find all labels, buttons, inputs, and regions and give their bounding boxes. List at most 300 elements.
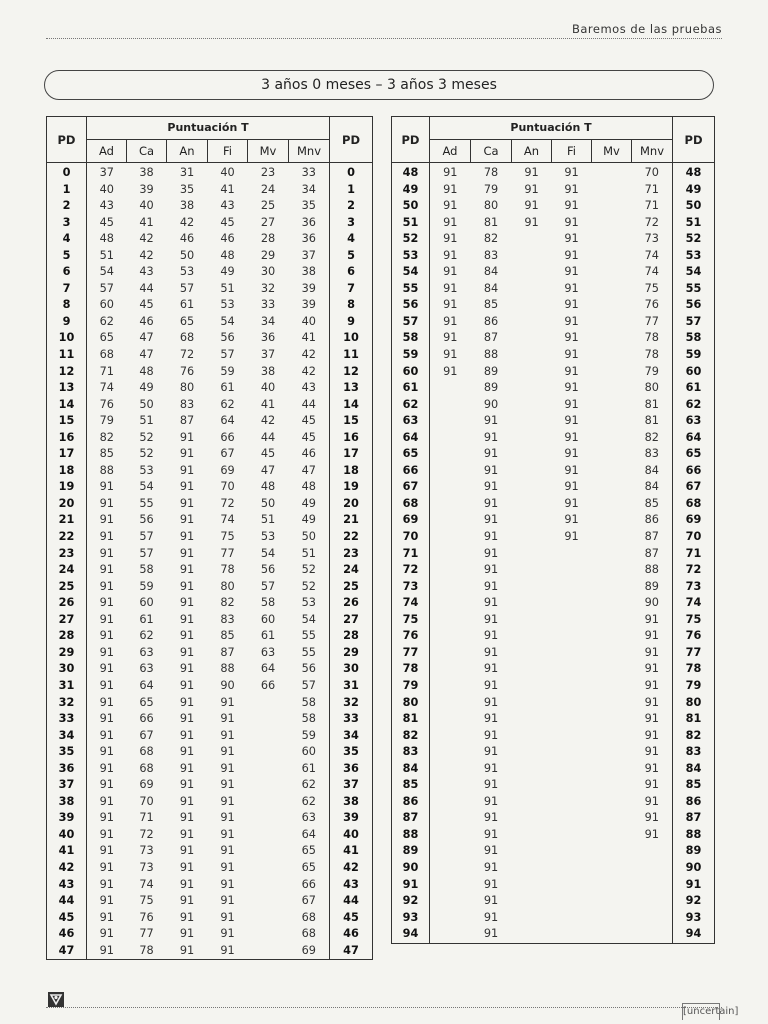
table-row — [392, 330, 715, 347]
table-row — [392, 512, 715, 529]
score-cell-ca: 88 — [483, 348, 499, 362]
score-cell-ca: 91 — [483, 662, 499, 676]
score-cell-mnv: 52 — [301, 579, 316, 593]
score-cell-ad: 68 — [99, 348, 114, 362]
score-cell-mnv: 42 — [301, 348, 316, 362]
score-cell-mnv: 38 — [301, 265, 316, 279]
table-row — [392, 314, 715, 331]
score-cell-an — [512, 761, 552, 778]
pd-cell: 2 — [47, 198, 87, 215]
table-row — [392, 496, 715, 513]
score-cell-an — [512, 264, 552, 281]
score-cell-mv: 34 — [260, 314, 276, 328]
pd-cell: 42 — [47, 860, 87, 877]
score-cell-mnv: 54 — [301, 612, 316, 626]
column-header-ad: Ad — [430, 140, 471, 163]
table-row — [392, 281, 715, 298]
score-cell-an: 91 — [524, 166, 539, 179]
score-cell-ad: 91 — [99, 794, 114, 808]
score-cell-ad: 71 — [99, 364, 114, 378]
score-cell-mnv: 62 — [301, 778, 316, 792]
score-cell-fi: 91 — [564, 430, 579, 444]
header-rule — [46, 38, 722, 39]
score-cell-ca: 91 — [483, 629, 499, 643]
pd-cell: 10 — [330, 330, 373, 347]
score-cell-fi: 56 — [220, 331, 235, 345]
score-cell-ca: 91 — [483, 860, 499, 874]
pd-cell: 28 — [330, 628, 373, 645]
score-cell-mv: 50 — [260, 496, 276, 510]
pd-cell: 41 — [330, 843, 373, 860]
score-cell-mv — [592, 695, 632, 712]
score-cell-mnv: 45 — [301, 414, 316, 428]
score-cell-mv — [592, 661, 632, 678]
score-cell-ad: 91 — [443, 281, 458, 295]
score-cell-ad: 65 — [99, 331, 114, 345]
pd-cell: 5 — [330, 248, 373, 265]
score-cell-ad: 91 — [99, 480, 114, 494]
score-cell-an — [512, 678, 552, 695]
table-row — [392, 546, 715, 563]
pd-cell: 86 — [392, 794, 430, 811]
score-cell-mnv: 73 — [644, 232, 659, 246]
score-cell-mnv: 52 — [301, 563, 316, 577]
table-row — [47, 248, 373, 265]
score-cell-ad: 91 — [99, 596, 114, 610]
score-cell-fi: 91 — [564, 348, 579, 362]
pd-cell: 49 — [392, 182, 430, 199]
table-row — [47, 330, 373, 347]
pd-cell: 34 — [330, 728, 373, 745]
table-row — [47, 546, 373, 563]
pd-cell: 81 — [673, 711, 715, 728]
pd-cell: 67 — [673, 479, 715, 496]
score-cell-fi: 91 — [564, 530, 579, 544]
score-cell-an — [512, 711, 552, 728]
score-cell-mv: 63 — [260, 645, 276, 659]
score-cell-ad — [430, 728, 471, 745]
pd-cell: 39 — [330, 810, 373, 827]
score-cell-fi — [552, 546, 592, 563]
score-cell-fi: 43 — [220, 199, 235, 213]
score-cell-fi: 91 — [564, 281, 579, 295]
score-cell-ca: 56 — [139, 513, 154, 527]
score-cell-ad: 91 — [443, 331, 458, 345]
score-cell-mnv: 68 — [301, 910, 316, 924]
pd-cell: 1 — [330, 182, 373, 199]
score-cell-ca: 91 — [483, 596, 499, 610]
score-cell-ca: 64 — [139, 678, 154, 692]
score-cell-fi — [552, 595, 592, 612]
score-cell-ad: 91 — [443, 265, 458, 279]
score-cell-mnv: 87 — [644, 530, 659, 544]
age-range-banner: 3 años 0 meses – 3 años 3 meses — [44, 70, 714, 100]
score-cell-mv — [592, 463, 632, 480]
score-cell-an — [512, 562, 552, 579]
score-cell-mv — [592, 612, 632, 629]
score-cell-mnv: 66 — [301, 877, 316, 891]
pd-cell: 73 — [392, 579, 430, 596]
score-cell-ad — [430, 678, 471, 695]
score-cell-mv — [592, 579, 632, 596]
score-cell-fi: 91 — [564, 215, 579, 229]
table-row — [47, 910, 373, 927]
score-cell-mv — [248, 860, 289, 877]
score-cell-an — [512, 281, 552, 298]
score-cell-mnv — [632, 877, 673, 894]
score-cell-an: 91 — [179, 513, 195, 527]
score-cell-mv: 37 — [260, 348, 276, 362]
score-cell-ad — [430, 612, 471, 629]
score-cell-fi: 75 — [220, 530, 235, 544]
score-cell-mv — [592, 397, 632, 414]
table-row — [392, 711, 715, 728]
table-row — [47, 843, 373, 860]
score-cell-ad — [430, 446, 471, 463]
table-row — [47, 744, 373, 761]
pd-cell: 25 — [47, 579, 87, 596]
score-cell-ad: 91 — [99, 612, 114, 626]
score-cell-fi: 91 — [564, 463, 579, 477]
pd-cell: 31 — [47, 678, 87, 695]
pd-cell: 27 — [330, 612, 373, 629]
score-cell-an: 91 — [179, 827, 195, 841]
score-cell-mnv: 68 — [301, 927, 316, 941]
table-row — [392, 579, 715, 596]
score-cell-mnv — [632, 893, 673, 910]
score-cell-an: 91 — [179, 563, 195, 577]
score-cell-ca: 91 — [483, 827, 499, 841]
score-cell-mnv: 56 — [301, 662, 316, 676]
score-cell-ad: 91 — [443, 182, 458, 196]
table-body-right — [392, 163, 715, 944]
pd-cell: 21 — [330, 512, 373, 529]
score-cell-an — [512, 645, 552, 662]
score-cell-mv: 30 — [260, 265, 276, 279]
score-cell-fi — [552, 744, 592, 761]
pd-cell: 92 — [392, 893, 430, 910]
column-header-ad: Ad — [87, 140, 127, 163]
pd-cell: 9 — [47, 314, 87, 331]
score-cell-ad: 91 — [443, 248, 458, 262]
table-row — [392, 794, 715, 811]
score-cell-ca: 78 — [483, 166, 499, 179]
pd-cell: 91 — [392, 877, 430, 894]
score-cell-an: 35 — [179, 182, 195, 196]
score-cell-fi — [552, 843, 592, 860]
table-row — [392, 347, 715, 364]
score-cell-mnv: 71 — [644, 182, 659, 196]
pd-cell: 12 — [330, 364, 373, 381]
column-header-mnv: Mnv — [289, 140, 330, 163]
pd-cell: 23 — [330, 546, 373, 563]
score-cell-ad: 91 — [99, 860, 114, 874]
score-cell-fi: 77 — [220, 546, 235, 560]
score-cell-mv: 51 — [260, 513, 276, 527]
score-cell-ad: 60 — [99, 298, 114, 312]
pd-cell: 44 — [47, 893, 87, 910]
score-cell-ad: 91 — [99, 778, 114, 792]
score-cell-mnv: 55 — [301, 629, 316, 643]
pd-cell: 21 — [47, 512, 87, 529]
pd-cell: 44 — [330, 893, 373, 910]
score-cell-ca: 91 — [483, 480, 499, 494]
table-row — [392, 893, 715, 910]
score-cell-an: 91 — [179, 877, 195, 891]
pd-cell: 91 — [673, 877, 715, 894]
score-cell-an: 91 — [179, 579, 195, 593]
table-row — [392, 163, 715, 182]
baremo-table-left — [46, 116, 373, 960]
score-cell-an: 91 — [179, 761, 195, 775]
table-row — [47, 215, 373, 232]
score-cell-mnv — [632, 860, 673, 877]
score-cell-ca: 83 — [483, 248, 499, 262]
score-cell-mv: 45 — [260, 447, 276, 461]
score-cell-ad — [430, 860, 471, 877]
pd-cell: 24 — [330, 562, 373, 579]
score-cell-fi: 62 — [220, 397, 235, 411]
column-header-an: An — [512, 140, 552, 163]
score-cell-fi: 85 — [220, 629, 235, 643]
score-cell-ad: 91 — [99, 745, 114, 759]
score-cell-mv: 33 — [260, 298, 276, 312]
score-cell-mnv: 59 — [301, 728, 316, 742]
score-cell-ca: 44 — [139, 281, 154, 295]
table-row — [47, 595, 373, 612]
table-row — [47, 496, 373, 513]
table-row — [47, 711, 373, 728]
score-cell-ad: 91 — [99, 629, 114, 643]
pd-cell: 26 — [330, 595, 373, 612]
score-cell-an — [512, 248, 552, 265]
score-cell-an — [512, 297, 552, 314]
pd-cell: 65 — [392, 446, 430, 463]
score-cell-an — [512, 496, 552, 513]
score-cell-mnv: 90 — [644, 596, 659, 610]
table-row — [392, 628, 715, 645]
score-cell-mv — [592, 910, 632, 927]
pd-cell: 15 — [330, 413, 373, 430]
score-cell-ca: 73 — [139, 844, 154, 858]
pd-cell: 4 — [330, 231, 373, 248]
score-cell-mnv: 91 — [644, 811, 659, 825]
score-cell-mv — [592, 182, 632, 199]
pd-cell: 10 — [47, 330, 87, 347]
pd-cell: 77 — [673, 645, 715, 662]
score-cell-fi: 91 — [564, 182, 579, 196]
score-cell-an: 46 — [179, 232, 195, 246]
table-row — [47, 231, 373, 248]
score-cell-mnv: 91 — [644, 678, 659, 692]
score-cell-mv: 27 — [260, 215, 276, 229]
score-cell-mnv: 74 — [644, 265, 659, 279]
score-cell-an: 91 — [179, 712, 195, 726]
score-cell-ca: 54 — [139, 480, 154, 494]
pd-cell: 93 — [673, 910, 715, 927]
pd-cell: 76 — [673, 628, 715, 645]
table-row — [47, 628, 373, 645]
score-cell-mv — [592, 546, 632, 563]
score-cell-ad — [430, 529, 471, 546]
score-cell-an — [512, 695, 552, 712]
table-row — [392, 761, 715, 778]
pd-cell: 89 — [392, 843, 430, 860]
score-cell-mnv: 39 — [301, 298, 316, 312]
score-cell-an: 91 — [179, 695, 195, 709]
score-cell-fi: 82 — [220, 596, 235, 610]
pd-cell: 7 — [47, 281, 87, 298]
pd-cell: 39 — [47, 810, 87, 827]
score-cell-fi: 41 — [220, 182, 235, 196]
pd-cell: 70 — [392, 529, 430, 546]
score-cell-mv: 60 — [260, 612, 276, 626]
score-cell-mv — [592, 595, 632, 612]
pd-cell: 24 — [47, 562, 87, 579]
pd-cell: 88 — [392, 827, 430, 844]
score-cell-an: 42 — [179, 215, 195, 229]
score-cell-mnv: 46 — [301, 447, 316, 461]
score-cell-mnv: 84 — [644, 463, 659, 477]
pd-cell: 89 — [673, 843, 715, 860]
table-row — [47, 794, 373, 811]
score-cell-fi: 46 — [220, 232, 235, 246]
table-row — [47, 198, 373, 215]
publisher-logo-icon — [48, 992, 64, 1007]
score-cell-fi: 91 — [220, 894, 235, 908]
score-cell-ad: 91 — [443, 166, 458, 179]
score-cell-ca: 46 — [139, 314, 154, 328]
pd-cell: 18 — [47, 463, 87, 480]
table-row — [392, 728, 715, 745]
score-cell-mnv: 84 — [644, 480, 659, 494]
table-row — [47, 810, 373, 827]
score-cell-ad: 76 — [99, 397, 114, 411]
table-row — [47, 777, 373, 794]
table-row — [392, 877, 715, 894]
column-header-mv: Mv — [592, 140, 632, 163]
pd-cell: 74 — [673, 595, 715, 612]
score-cell-mv: 44 — [260, 430, 276, 444]
table-row — [47, 893, 373, 910]
pd-cell: 34 — [47, 728, 87, 745]
table-row — [392, 827, 715, 844]
table-row — [392, 529, 715, 546]
score-cell-fi: 49 — [220, 265, 235, 279]
table-row — [47, 397, 373, 414]
score-cell-ca: 63 — [139, 662, 154, 676]
pd-cell: 35 — [330, 744, 373, 761]
table-row — [392, 661, 715, 678]
pd-cell: 48 — [392, 163, 430, 182]
score-cell-mv — [592, 761, 632, 778]
table-row — [47, 182, 373, 199]
score-cell-ca: 40 — [139, 199, 154, 213]
table-row — [47, 943, 373, 960]
score-cell-mv — [248, 794, 289, 811]
pd-cell: 79 — [392, 678, 430, 695]
score-cell-ad — [430, 397, 471, 414]
table-row — [392, 645, 715, 662]
pd-cell: 87 — [673, 810, 715, 827]
score-cell-mv — [592, 777, 632, 794]
score-cell-ca: 52 — [139, 447, 154, 461]
score-cell-ad: 91 — [99, 943, 114, 957]
score-cell-mnv: 34 — [301, 182, 316, 196]
table-row — [392, 297, 715, 314]
score-cell-ca: 74 — [139, 877, 154, 891]
pd-cell: 74 — [392, 595, 430, 612]
score-cell-mv: 42 — [260, 414, 276, 428]
score-cell-mv — [248, 943, 289, 960]
score-cell-fi: 83 — [220, 612, 235, 626]
score-cell-fi: 91 — [564, 480, 579, 494]
pd-cell: 4 — [47, 231, 87, 248]
score-cell-fi: 67 — [220, 447, 235, 461]
pd-cell: 58 — [673, 330, 715, 347]
score-cell-mnv: 91 — [644, 794, 659, 808]
score-cell-ad — [430, 512, 471, 529]
pd-cell: 82 — [673, 728, 715, 745]
score-cell-mnv: 80 — [644, 381, 659, 395]
table-row — [392, 612, 715, 629]
table-row — [47, 645, 373, 662]
pd-cell: 9 — [330, 314, 373, 331]
score-cell-mv: 23 — [260, 166, 276, 179]
score-cell-mv — [248, 744, 289, 761]
score-cell-ad: 91 — [99, 761, 114, 775]
score-cell-mnv: 78 — [644, 348, 659, 362]
score-cell-fi: 91 — [220, 811, 235, 825]
score-cell-an — [512, 512, 552, 529]
score-cell-fi: 91 — [564, 232, 579, 246]
score-cell-an: 38 — [179, 199, 195, 213]
score-cell-fi — [552, 695, 592, 712]
score-cell-an — [512, 777, 552, 794]
pd-cell: 53 — [392, 248, 430, 265]
score-cell-an: 91 — [179, 844, 195, 858]
score-cell-mv — [592, 198, 632, 215]
pd-cell: 5 — [47, 248, 87, 265]
score-cell-ca: 67 — [139, 728, 154, 742]
score-cell-ca: 91 — [483, 645, 499, 659]
score-cell-fi: 40 — [220, 166, 235, 179]
score-cell-fi: 91 — [220, 778, 235, 792]
score-cell-an: 91 — [179, 629, 195, 643]
score-cell-ad — [430, 380, 471, 397]
score-cell-an: 91 — [179, 496, 195, 510]
score-cell-mv — [592, 529, 632, 546]
score-cell-an: 65 — [179, 314, 195, 328]
score-cell-ca: 91 — [483, 712, 499, 726]
score-cell-ad: 82 — [99, 430, 114, 444]
score-cell-fi: 64 — [220, 414, 235, 428]
score-cell-an — [512, 413, 552, 430]
score-cell-ad — [430, 562, 471, 579]
pd-cell: 50 — [673, 198, 715, 215]
pd-cell: 57 — [392, 314, 430, 331]
score-cell-mv: 58 — [260, 596, 276, 610]
score-cell-ad: 91 — [443, 199, 458, 213]
score-cell-ad — [430, 926, 471, 943]
score-cell-mv: 56 — [260, 563, 276, 577]
pd-cell: 27 — [47, 612, 87, 629]
score-cell-ad: 91 — [443, 298, 458, 312]
score-cell-ca: 58 — [139, 563, 154, 577]
pd-cell: 18 — [330, 463, 373, 480]
table-row — [47, 860, 373, 877]
score-cell-ca: 65 — [139, 695, 154, 709]
